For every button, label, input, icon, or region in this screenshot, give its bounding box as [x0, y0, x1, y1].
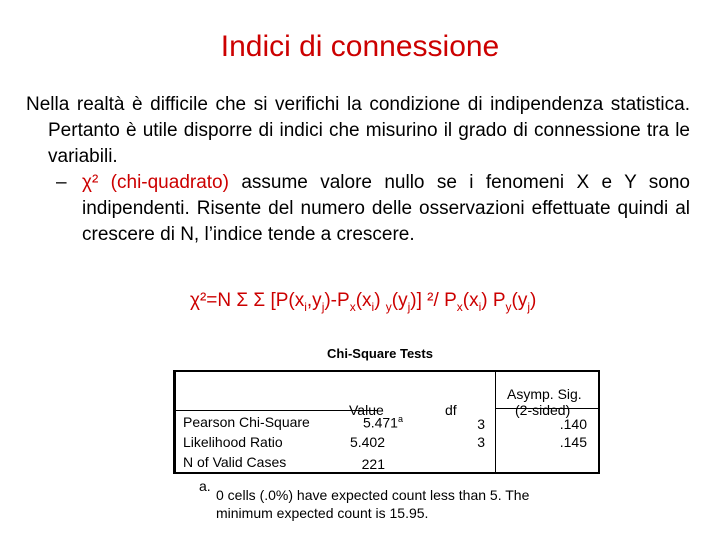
- footnote-line1: 0 cells (.0%) have expected count less than 5. The: [216, 487, 530, 503]
- slide-body: [26, 92, 690, 248]
- row-df: 3: [477, 434, 485, 450]
- footnote-marker: a.: [199, 478, 211, 494]
- header-df: df: [445, 402, 457, 418]
- chi-square-table: [173, 370, 600, 474]
- slide-title: Indici di connessione: [220, 30, 500, 63]
- table-divider: [495, 372, 496, 472]
- row-df: 3: [477, 416, 485, 432]
- row-value: 221: [361, 456, 385, 472]
- header-value: Value: [349, 402, 384, 418]
- row-label: Likelihood Ratio: [183, 434, 283, 450]
- bullet-chi-square: [26, 170, 690, 248]
- row-label: Pearson Chi-Square: [183, 414, 310, 430]
- bullet-text: assume valore nullo se i fenomeni X e Y sono indipendenti. Risente del numero delle osservazioni effettuate quindi al crescere di N, l’indice tende a crescere.: [82, 172, 690, 245]
- chi-square-term: χ² (chi-quadrato): [82, 172, 229, 193]
- header-sig-line2: (2-sided): [515, 402, 571, 418]
- row-value: 5.471$^a$: [362, 414, 403, 431]
- table-title: Chi-Square Tests: [327, 346, 433, 361]
- footnote-line2: minimum expected count is 15.95.: [216, 505, 429, 521]
- row-value: 5.402: [349, 434, 385, 450]
- table-divider: [175, 372, 176, 472]
- bullet-dash: –: [56, 172, 67, 193]
- row-sig: .145: [559, 434, 587, 450]
- row-label: N of Valid Cases: [183, 454, 287, 470]
- header-sig-line1: Asymp. Sig.: [507, 386, 582, 402]
- row-sig: .140: [559, 416, 587, 432]
- table-divider: [175, 410, 378, 411]
- chi-square-formula: χ²=N Σ Σ [$P(x_i,y_j)-P_x(x_i)$ $_y(y_j)$] ²/ $P_x(x_i)$ $P_y(y_j)$: [190, 290, 537, 314]
- intro-paragraph: Nella realtà è difficile che si verifichi la condizione di indipendenza statistica. Pertanto è utile disporre di indici che misurino il grado di connessione tra le variabili.: [26, 94, 690, 167]
